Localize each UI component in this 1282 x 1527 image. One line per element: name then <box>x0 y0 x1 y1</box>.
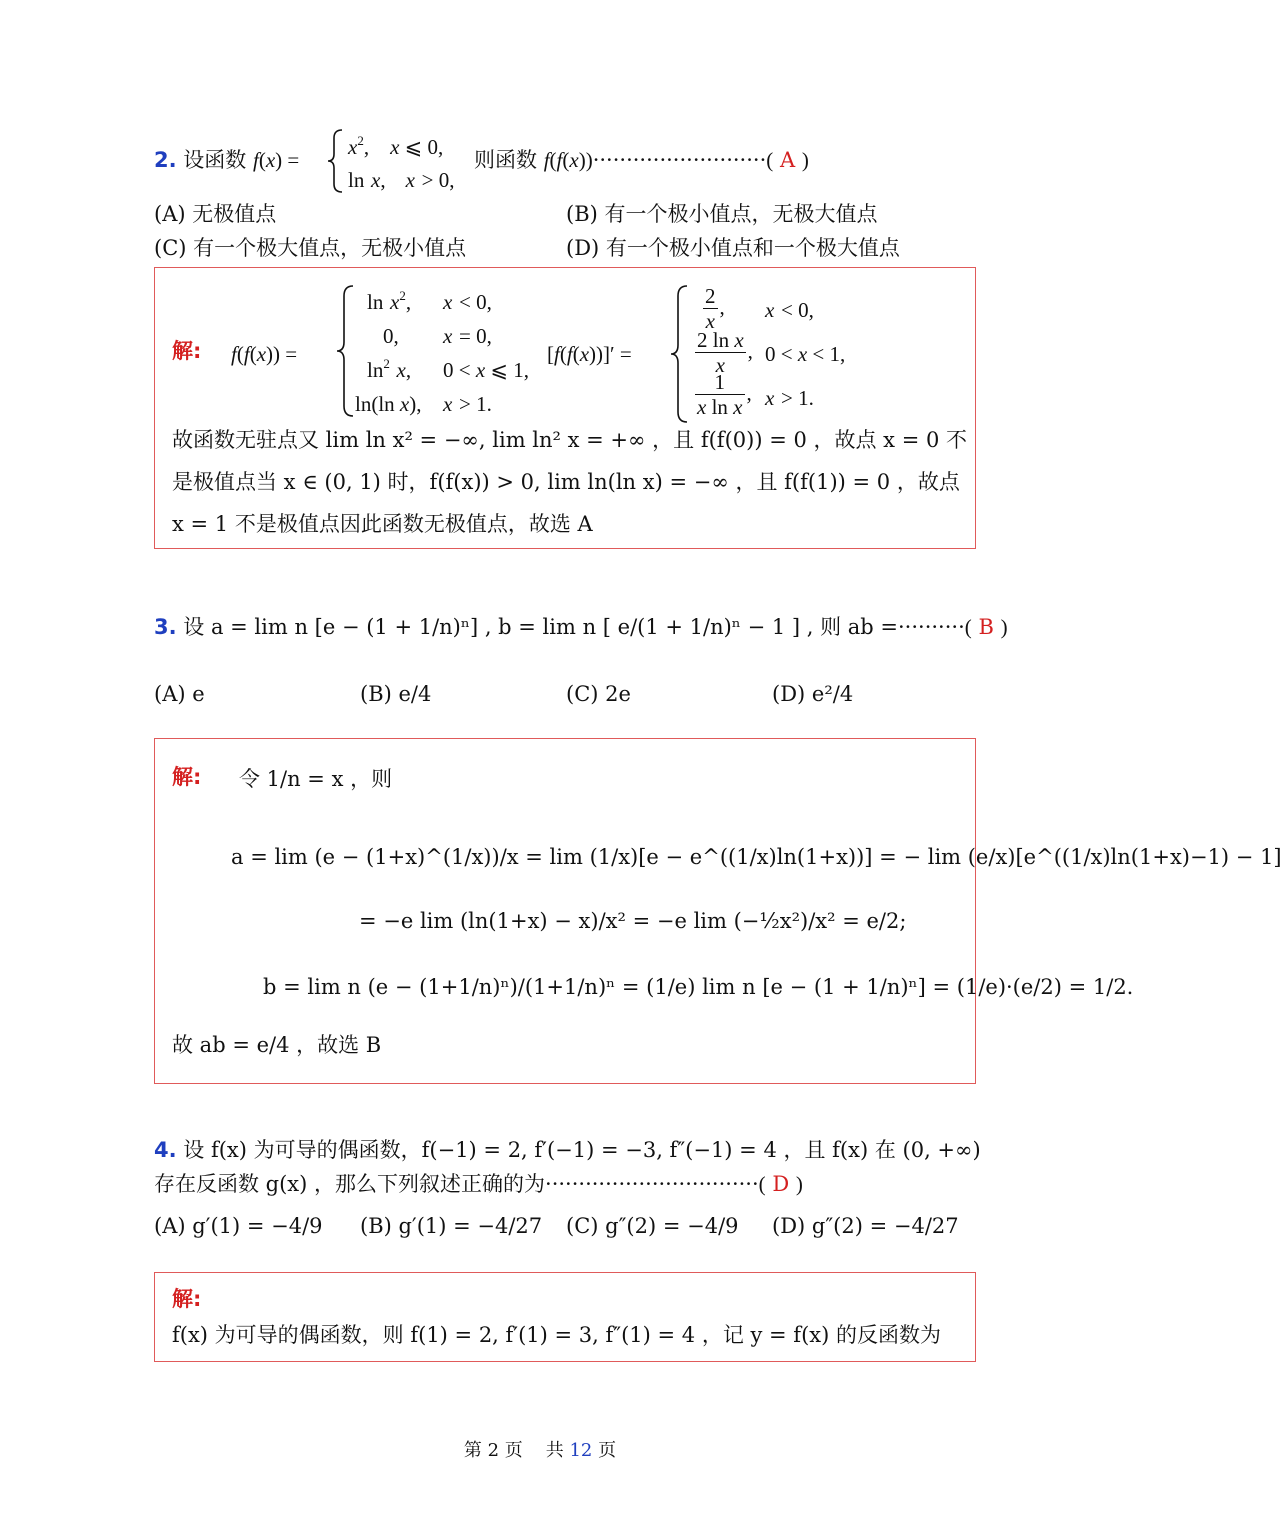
solution-label: 解: <box>172 339 202 363</box>
answer-mark: A <box>779 148 796 172</box>
option-b: (B) e/4 <box>360 682 432 706</box>
q4-stem-line1: 4. 设 f(x) 为可导的偶函数，f(−1) = 2, f′(−1) = −3, f″(−1) = 4 ，且 f(x) 在 (0, +∞) <box>154 1138 981 1162</box>
page-total: 12 <box>569 1440 593 1461</box>
option-a: (A) 无极值点 <box>154 202 277 226</box>
option-b: (B) 有一个极小值点，无极大值点 <box>566 202 878 226</box>
answer-mark: D <box>772 1172 790 1196</box>
option-d: (D) e²/4 <box>772 682 854 706</box>
left-brace-icon <box>326 128 346 194</box>
sol-ffx: f(f(x)) = <box>231 342 298 366</box>
sol-b-line: b = lim n (e − (1+1/n)ⁿ)/(1+1/n)ⁿ = (1/e) lim n [e − (1 + 1/n)ⁿ] = (1/e)·(e/2) = 1/2. <box>263 975 1134 999</box>
sol-let: 令 1/n = x ，则 <box>239 767 393 791</box>
solution-text: 故函数无驻点又 lim ln x² = −∞, lim ln² x = +∞ ，且 f(f(0)) = 0 ，故点 x = 0 不 <box>172 428 968 452</box>
solution-label: 解: <box>172 765 202 789</box>
page-total-label: 共 <box>545 1440 564 1461</box>
sol-conclusion: 故 ab = e/4 ，故选 B <box>172 1033 382 1057</box>
q2-case-1: $x^2$, x ⩽ 0, <box>348 133 444 159</box>
solution-box-q3 <box>154 738 1282 1084</box>
question-number: 4. <box>154 1138 177 1162</box>
solution-label: 解: <box>172 1287 202 1311</box>
answer-mark: B <box>978 615 994 639</box>
solution-text: x = 1 不是极值点因此函数无极值点，故选 A <box>172 512 593 536</box>
sol-derivative: [f(f(x))]′ = <box>547 342 632 366</box>
option-a: (A) g′(1) = −4/9 <box>154 1214 323 1238</box>
page-current: 第 2 页 <box>463 1440 523 1461</box>
page-footer: 第 2 页 共 12 页 <box>463 1440 617 1461</box>
option-d: (D) 有一个极小值点和一个极大值点 <box>566 236 900 260</box>
left-brace-icon <box>669 284 691 424</box>
q2-stem-right: 则函数 f(f(x))··························( A ) <box>474 148 809 172</box>
option-a: (A) e <box>154 682 205 706</box>
option-c: (C) 2e <box>566 682 631 706</box>
option-c: (C) 有一个极大值点，无极小值点 <box>154 236 467 260</box>
q4-stem-line2: 存在反函数 g(x) ，那么下列叙述正确的为································( D ) <box>154 1172 803 1196</box>
left-brace-icon <box>335 284 357 418</box>
question-number: 2. <box>154 148 177 172</box>
sol-a-line1: a = lim (e − (1+x)^(1/x))/x = lim (1/x)[e − e^((1/x)ln(1+x))] = − lim (e/x)[e^((1/x)ln(1+x)−1) − 1] <box>231 845 1282 869</box>
solution-box-q2: 解: f(f(x)) = $\ln x^2$, x < 0, 0, x = 0, $\ln^2 x$, 0 < x ⩽ 1, ln(ln x), x > 1. [f(f(x))]′ = $\frac{2}{x}$ , x < 0, $\frac{\text{2 ln x}}{x}$ , 0 < x < 1, $\frac{1}{\text{x ln x}}$ , x > 1. 故函数无驻点又 lim ln x² = −∞, lim ln² x = +∞ ，且 f(f(0)) = 0 ，故点 x = 0 不 是极值点当 x ∈ (0, 1) 时，f(f(x)) > 0, lim ln(ln x) = −∞ ，且 f(f(1)) = 0 ，故点 x = 1 不是极值点因此函数无极值点，故选 A <box>154 267 976 549</box>
q2-stem-left: 2. 设函数 f(x) = <box>154 148 300 172</box>
q2-case-2: ln x, x > 0, <box>348 168 455 192</box>
sol-a-line2: = −e lim (ln(1+x) − x)/x² = −e lim (−½x²)/x² = e/2; <box>359 909 907 933</box>
solution-text: 是极值点当 x ∈ (0, 1) 时，f(f(x)) > 0, lim ln(ln x) = −∞ ，且 f(f(1)) = 0 ，故点 <box>172 470 960 494</box>
option-c: (C) g″(2) = −4/9 <box>566 1214 739 1238</box>
solution-box-q4 <box>154 1272 976 1362</box>
option-d: (D) g″(2) = −4/27 <box>772 1214 959 1238</box>
q3-stem: 3. 设 a = lim n [e − (1 + 1/n)ⁿ] , b = lim n [ e/(1 + 1/n)ⁿ − 1 ] , 则 ab =··········( B ) <box>154 615 1008 639</box>
question-number: 3. <box>154 615 177 639</box>
solution-text: f(x) 为可导的偶函数，则 f(1) = 2, f′(1) = 3, f″(1) = 4 ，记 y = f(x) 的反函数为 <box>172 1323 941 1347</box>
option-b: (B) g′(1) = −4/27 <box>360 1214 543 1238</box>
